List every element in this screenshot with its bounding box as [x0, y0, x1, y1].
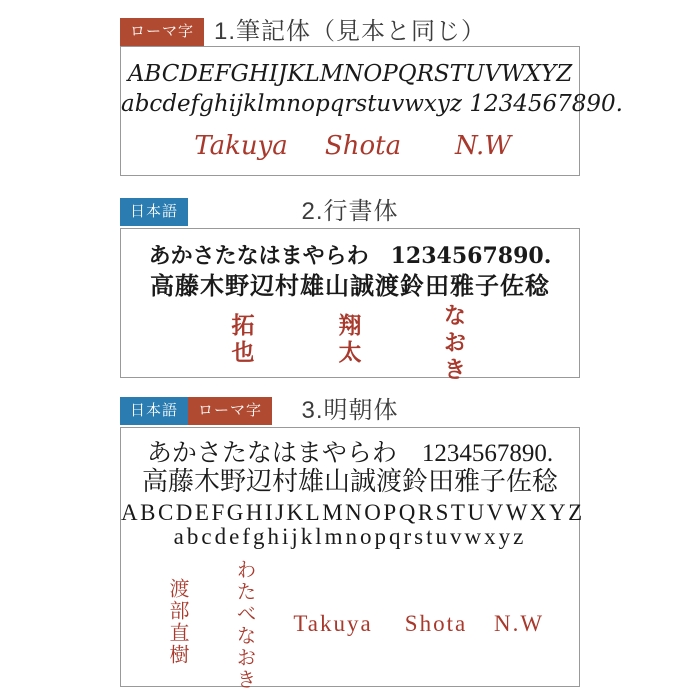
section-2-title: 2.行書体	[301, 198, 399, 225]
gyosho-vertical-name-shota: 翔太	[334, 313, 362, 367]
mincho-vertical-name-watabe-naoki-kana: わたべなおき	[233, 559, 255, 691]
gyosho-kana-numbers-line: あかさたなはまやらわ 1234567890.	[148, 243, 552, 269]
section-minchotai	[120, 397, 585, 691]
section-3-header	[120, 397, 580, 425]
gyosho-kanji-line: 高藤木野辺村雄山誠渡鈴田雅子佐稔	[150, 271, 550, 300]
mincho-name-nw: N.W	[493, 611, 545, 636]
cursive-name-takuya: Takuya	[194, 131, 288, 161]
romaji-badge: ローマ字	[120, 18, 204, 46]
nihongo-badge: 日本語	[120, 397, 188, 425]
cursive-name-shota: Shota	[324, 131, 402, 161]
mincho-kana-numbers-line: あかさたなはまやらわ 1234567890.	[146, 440, 554, 467]
section-2-header	[120, 198, 580, 226]
sample-box-cursive	[120, 46, 623, 176]
mincho-vertical-name-watabe-naoki-kanji: 渡部直樹	[166, 578, 188, 666]
cursive-uppercase-line: ABCDEFGHIJKLMNOPQRSTUVWXYZ	[127, 61, 573, 87]
mincho-kanji-line: 高藤木野辺村雄山誠渡鈴田雅子佐稔	[141, 467, 558, 496]
section-hikkitai	[120, 18, 623, 176]
section-gyoshotai	[120, 198, 580, 384]
mincho-uppercase-line: ABCDEFGHIJKLMNOPQRSTUVWXYZ	[121, 500, 585, 525]
gyosho-vertical-name-naoki: なおき	[439, 303, 467, 384]
mincho-name-shota: Shota	[404, 611, 468, 636]
sample-box-gyosho	[120, 228, 580, 384]
romaji-badge: ローマ字	[188, 397, 272, 425]
section-1-header	[120, 18, 580, 46]
mincho-name-takuya: Takuya	[293, 611, 373, 636]
cursive-lowercase-numbers-line: abcdefghijklmnopqrstuvwxyz 1234567890.	[121, 91, 623, 117]
gyosho-vertical-name-takuya: 拓也	[227, 313, 255, 367]
mincho-lowercase-line: abcdefghijklmnopqrstuvwxyz	[173, 524, 527, 549]
cursive-name-nw: N.W	[454, 131, 512, 161]
section-1-title: 1.筆記体（見本と同じ）	[213, 18, 486, 45]
nihongo-badge: 日本語	[120, 198, 188, 226]
section-3-title: 3.明朝体	[301, 397, 399, 424]
sample-box-mincho	[120, 427, 585, 691]
